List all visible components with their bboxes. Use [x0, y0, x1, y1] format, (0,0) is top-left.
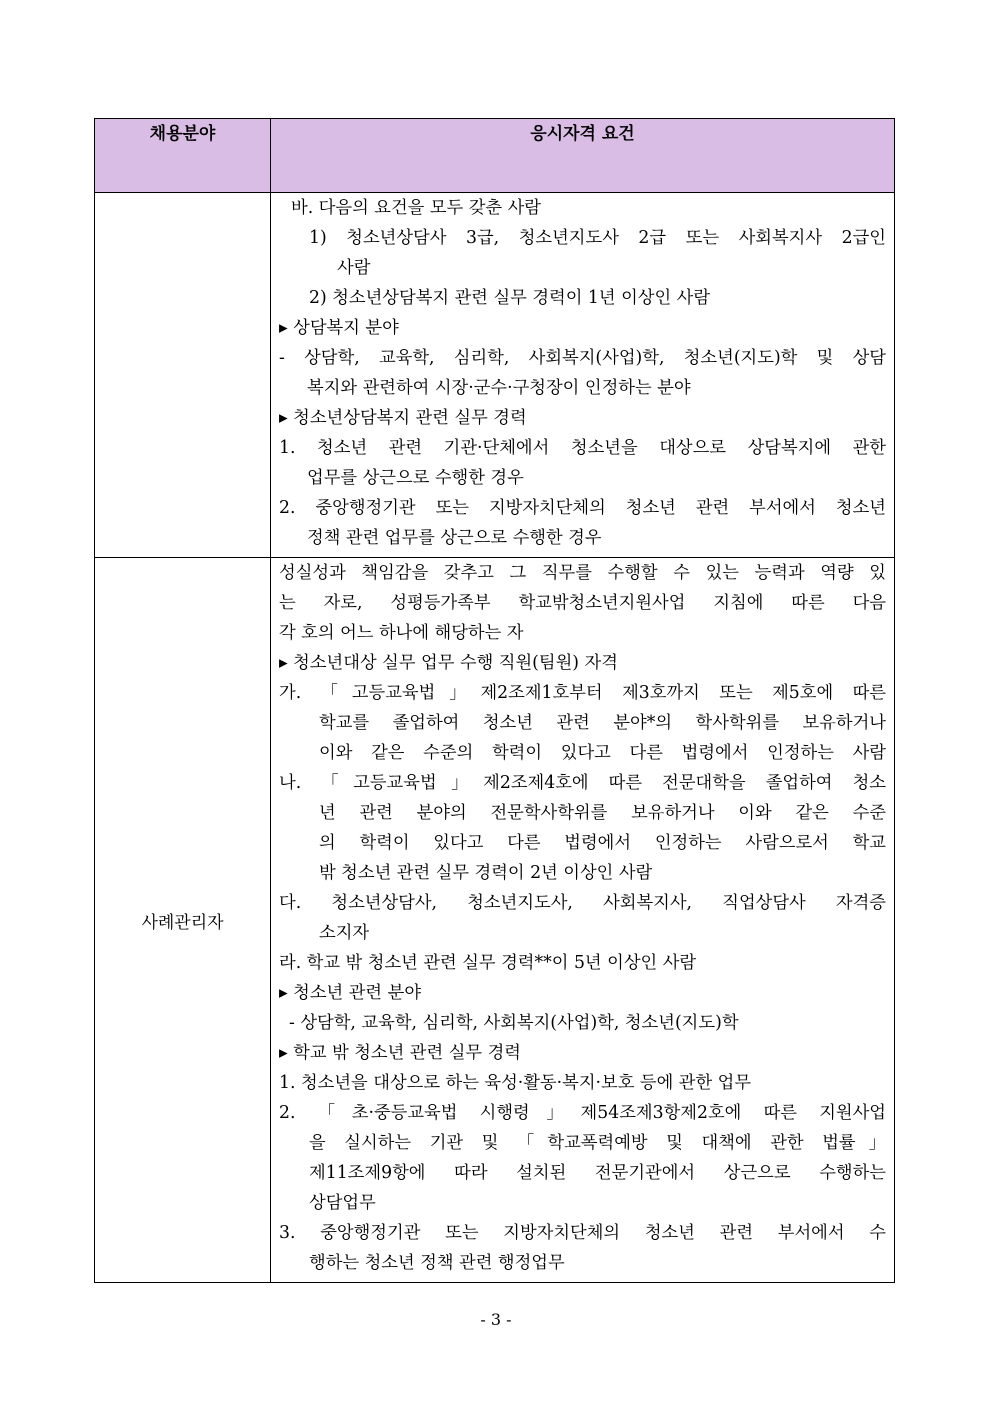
- text-line: 다. 청소년상담사, 청소년지도사, 사회복지사, 직업상담사 자격증: [279, 893, 886, 913]
- text-line: 는 자로, 성평등가족부 학교밖청소년지원사업 지침에 따른 다음: [279, 593, 886, 613]
- text-line: 정책 관련 업무를 상근으로 수행한 경우: [307, 528, 602, 548]
- text-line: 1. 청소년을 대상으로 하는 육성·활동·복지·보호 등에 관한 업무: [279, 1073, 752, 1093]
- row-requirements-cell: [271, 558, 895, 1283]
- text-line: 의 학력이 있다고 다른 법령에서 인정하는 사람으로서 학교: [319, 833, 886, 853]
- table-row: [95, 193, 895, 558]
- table-header-row: [95, 119, 895, 193]
- text-line: - 상담학, 교육학, 심리학, 사회복지(사업)학, 청소년(지도)학 및 상담: [279, 348, 886, 368]
- text-line: 소지자: [319, 923, 370, 943]
- text-line: 이와 같은 수준의 학력이 있다고 다른 법령에서 인정하는 사람: [319, 743, 886, 763]
- text-line: 업무를 상근으로 수행한 경우: [307, 468, 524, 488]
- text-line: ▸ 학교 밖 청소년 관련 실무 경력: [279, 1043, 521, 1063]
- text-line: 라. 학교 밖 청소년 관련 실무 경력**이 5년 이상인 사람: [279, 953, 697, 973]
- text-line: 을 실시하는 기관 및 「학교폭력예방 및 대책에 관한 법률」: [309, 1133, 886, 1153]
- row-field-cell: 사례관리자: [95, 558, 271, 1283]
- text-line: 년 관련 분야의 전문학사학위를 보유하거나 이와 같은 수준: [319, 803, 886, 823]
- text-line: ▸ 상담복지 분야: [279, 318, 399, 338]
- header-field: 채용분야: [95, 119, 271, 193]
- text-line: 나. 「고등교육법」제2조제4호에 따른 전문대학을 졸업하여 청소: [279, 773, 886, 793]
- text-line: - 상담학, 교육학, 심리학, 사회복지(사업)학, 청소년(지도)학: [289, 1013, 739, 1033]
- text-line: 가. 「고등교육법」제2조제1호부터 제3호까지 또는 제5호에 따른: [279, 683, 886, 703]
- row-requirements-cell: [271, 193, 895, 558]
- text-line: 밖 청소년 관련 실무 경력이 2년 이상인 사람: [319, 863, 653, 883]
- text-line: 사람: [337, 258, 371, 278]
- text-line: 2. 「초·중등교육법 시행령」제54조제3항제2호에 따른 지원사업: [279, 1103, 886, 1123]
- text-line: 2. 중앙행정기관 또는 지방자치단체의 청소년 관련 부서에서 청소년: [279, 498, 886, 518]
- requirements-table: [94, 118, 895, 1283]
- text-line: 상담업무: [309, 1193, 376, 1213]
- text-line: 각 호의 어느 하나에 해당하는 자: [279, 623, 524, 643]
- text-line: 바. 다음의 요건을 모두 갖춘 사람: [291, 198, 541, 218]
- text-line: 성실성과 책임감을 갖추고 그 직무를 수행할 수 있는 능력과 역량 있: [279, 563, 886, 583]
- text-line: 2) 청소년상담복지 관련 실무 경력이 1년 이상인 사람: [309, 288, 711, 308]
- requirements-text: [271, 558, 894, 1282]
- text-line: 행하는 청소년 정책 관련 행정업무: [309, 1253, 565, 1273]
- table-row: [95, 558, 895, 1283]
- text-line: ▸ 청소년대상 실무 업무 수행 직원(팀원) 자격: [279, 653, 618, 673]
- text-line: 학교를 졸업하여 청소년 관련 분야*의 학사학위를 보유하거나: [319, 713, 886, 733]
- header-requirements: 응시자격 요건: [271, 119, 895, 193]
- text-line: 1) 청소년상담사 3급, 청소년지도사 2급 또는 사회복지사 2급인: [309, 228, 886, 248]
- text-line: 제11조제9항에 따라 설치된 전문기관에서 상근으로 수행하는: [309, 1163, 886, 1183]
- text-line: 1. 청소년 관련 기관·단체에서 청소년을 대상으로 상담복지에 관한: [279, 438, 886, 458]
- text-line: ▸ 청소년 관련 분야: [279, 983, 422, 1003]
- row-field-cell: [95, 193, 271, 558]
- text-line: 복지와 관련하여 시장·군수·구청장이 인정하는 분야: [307, 378, 691, 398]
- text-line: 3. 중앙행정기관 또는 지방자치단체의 청소년 관련 부서에서 수: [279, 1223, 886, 1243]
- page-number: - 3 -: [480, 1310, 512, 1329]
- requirements-text: [271, 193, 894, 557]
- text-line: ▸ 청소년상담복지 관련 실무 경력: [279, 408, 527, 428]
